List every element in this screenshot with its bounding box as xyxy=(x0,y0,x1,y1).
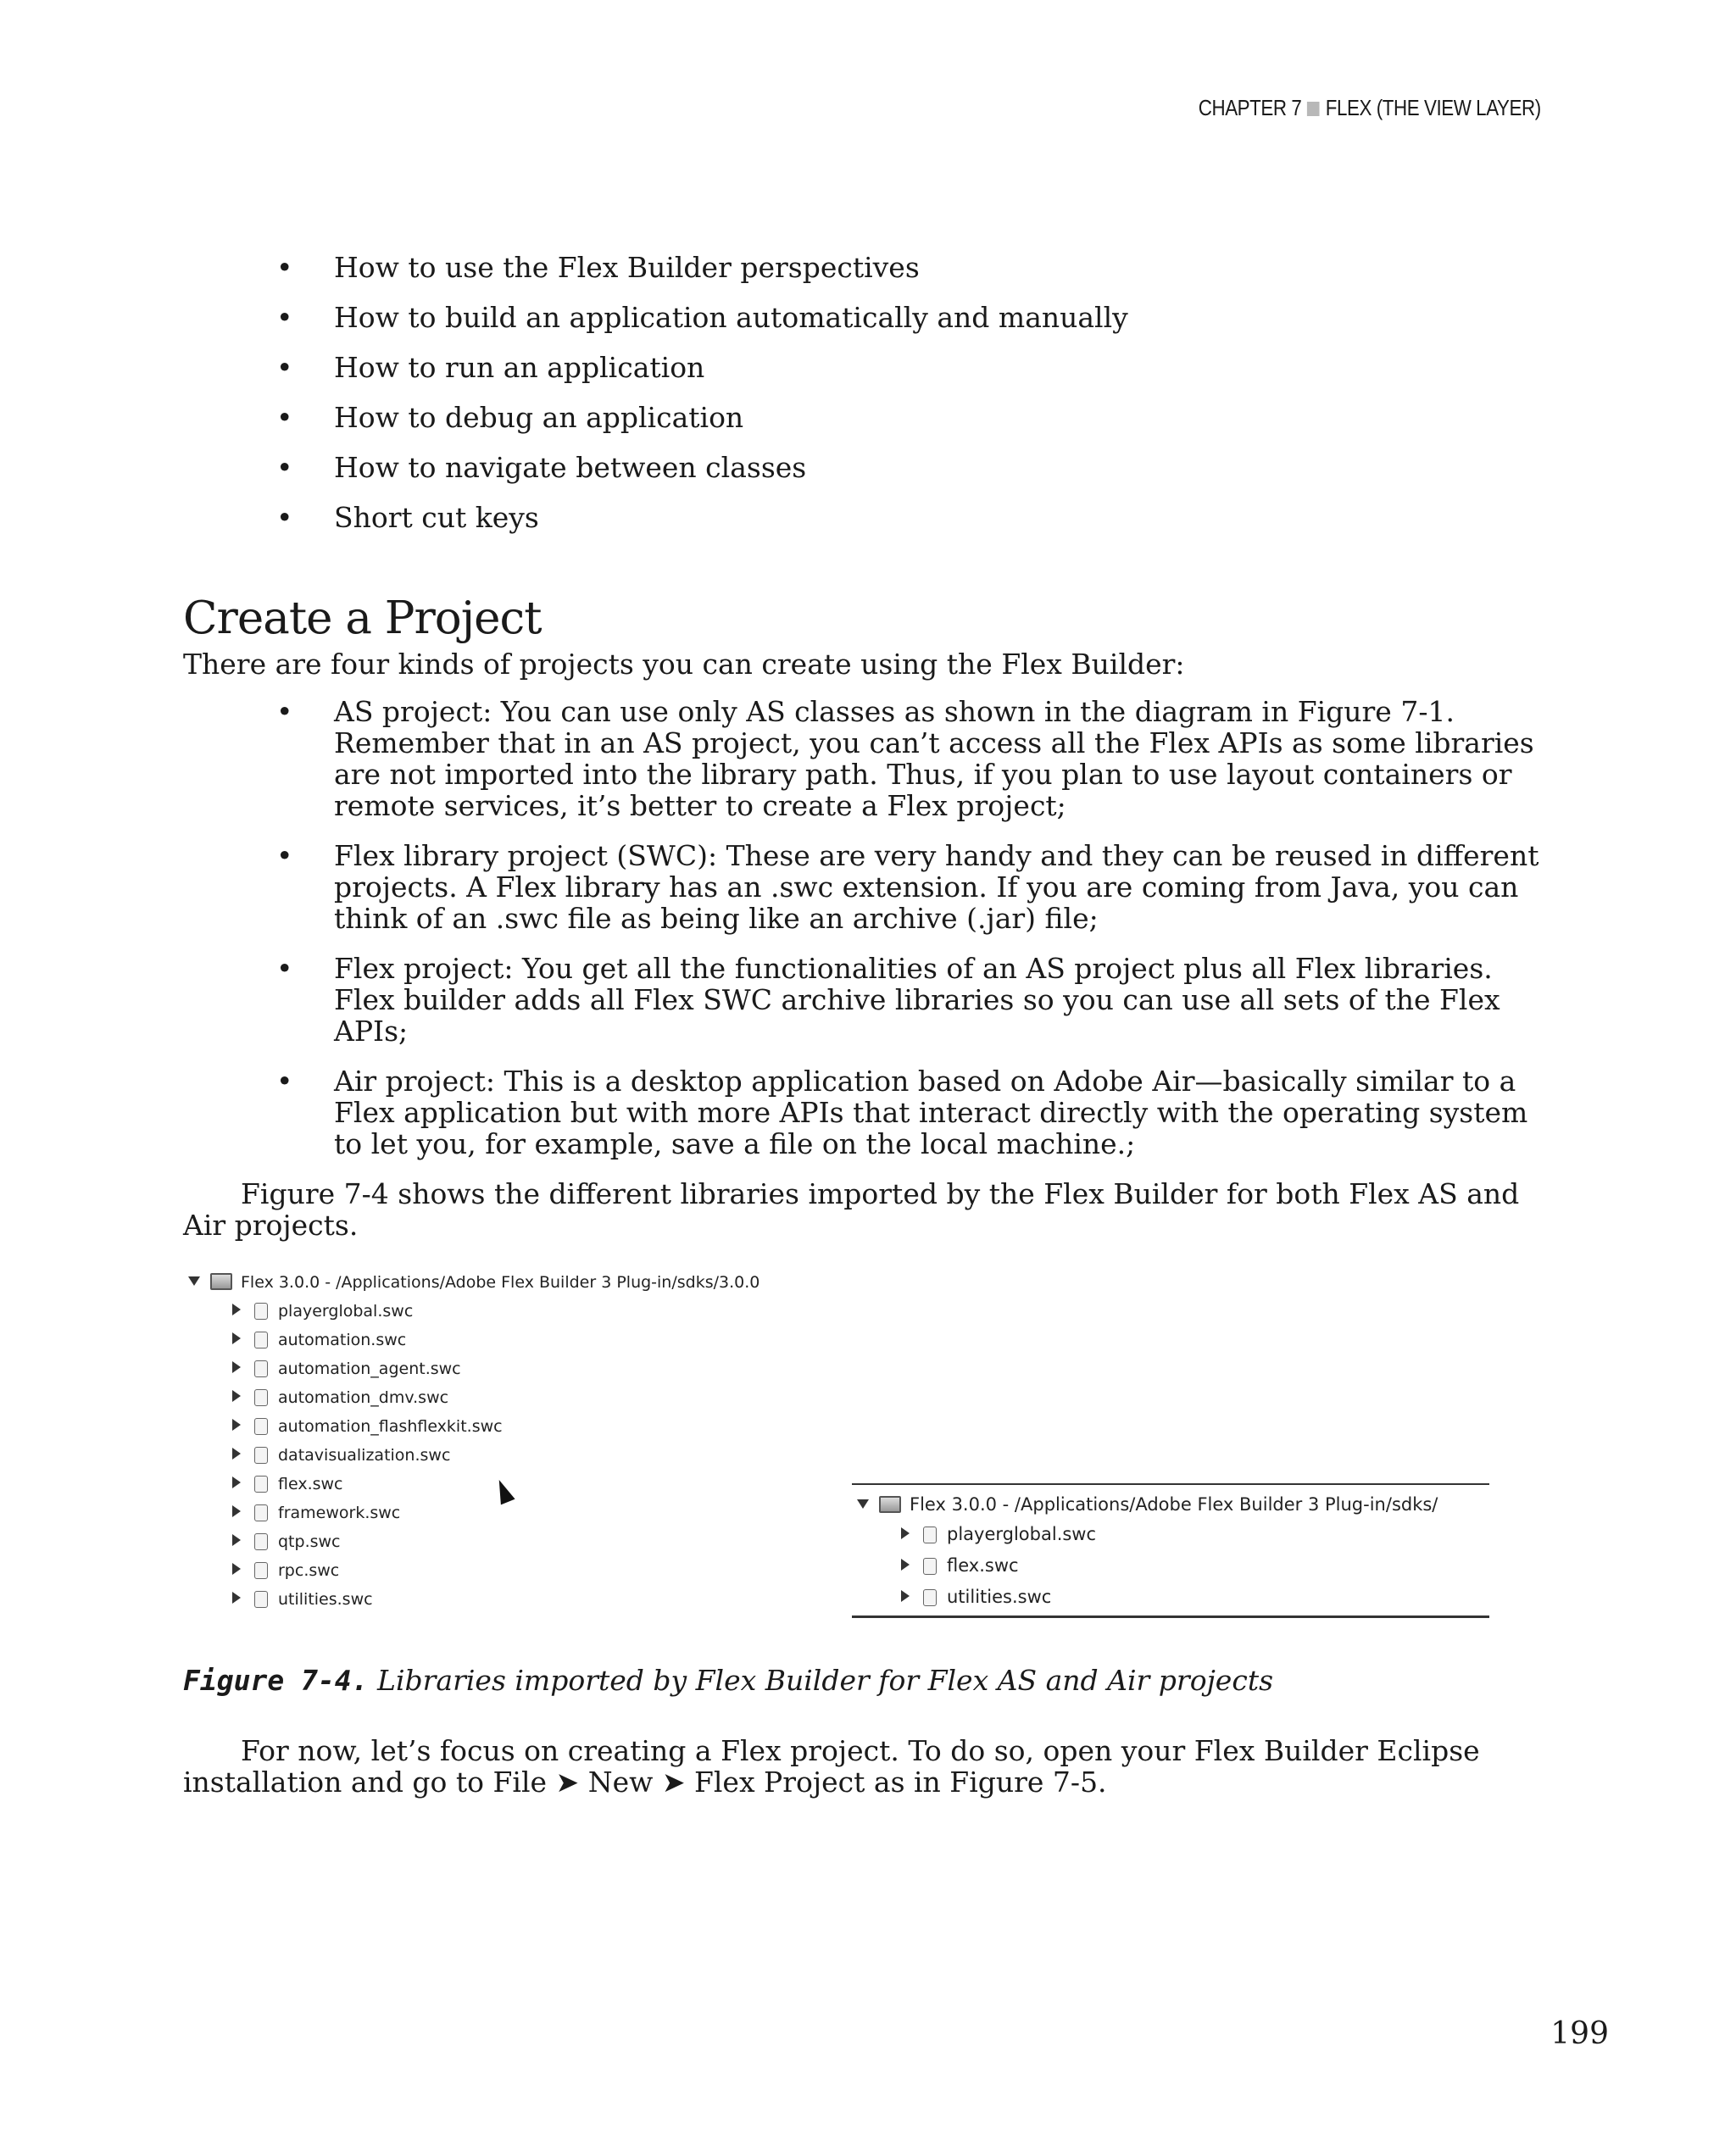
swc-file-icon xyxy=(254,1303,268,1320)
expand-down-icon[interactable] xyxy=(188,1276,200,1286)
list-item: • Air project: This is a desktop application based on Adobe Air—basically similar to a Flex application but with more APIs that interact directly with the operating system to let you, for example, save a file on the local machine.; xyxy=(276,1065,1528,1160)
bullet-icon: • xyxy=(276,695,293,728)
intro-bullet-list xyxy=(183,251,1539,551)
figure-label: Figure 7-4. xyxy=(183,1664,369,1697)
tree-item[interactable]: utilities.swc xyxy=(852,1582,1489,1613)
list-item: • AS project: You can use only AS classes as shown in the diagram in Figure 7-1. Remember that in an AS project, you can’t access all the Flex APIs as some libraries are not imported into the library path. Thus, if you plan to use layout containers or remote services, it’s better to create a Flex project; xyxy=(276,695,1534,822)
swc-file-icon xyxy=(254,1476,268,1493)
list-item: • How to run an application xyxy=(276,351,705,384)
tree-item[interactable]: rpc.swc xyxy=(188,1556,760,1585)
swc-file-icon xyxy=(254,1562,268,1579)
section-heading: Create a Project xyxy=(183,592,542,644)
tree-item[interactable]: automation_agent.swc xyxy=(188,1354,760,1383)
list-item: • Flex project: You get all the functionalities of an AS project plus all Flex libraries. Flex builder adds all Flex SWC archive libraries so you can use all sets of the Flex APIs; xyxy=(276,952,1500,1048)
bullet-icon: • xyxy=(276,839,293,872)
swc-file-icon xyxy=(254,1533,268,1550)
bullet-icon: • xyxy=(276,401,293,434)
tree-item[interactable]: automation_flashflexkit.swc xyxy=(188,1412,760,1441)
tree-item[interactable]: qtp.swc xyxy=(188,1527,760,1556)
list-item: • How to debug an application xyxy=(276,401,744,434)
bullet-icon: • xyxy=(276,351,293,384)
chapter-label: CHAPTER 7 xyxy=(1199,95,1302,120)
expand-right-icon[interactable] xyxy=(232,1419,241,1431)
library-icon xyxy=(210,1273,232,1290)
figure-intro-paragraph: Figure 7-4 shows the different libraries imported by the Flex Builder for both Flex AS and Air projects. xyxy=(183,1177,1520,1242)
tree-item[interactable]: playerglobal.swc xyxy=(188,1297,760,1326)
chapter-title: FLEX (THE VIEW LAYER) xyxy=(1326,95,1541,120)
page-number: 199 xyxy=(1550,2016,1609,2051)
expand-right-icon[interactable] xyxy=(901,1590,910,1602)
expand-right-icon[interactable] xyxy=(232,1563,241,1575)
bullet-icon: • xyxy=(276,1065,293,1098)
swc-file-icon xyxy=(923,1589,937,1606)
expand-down-icon[interactable] xyxy=(857,1499,869,1509)
expand-right-icon[interactable] xyxy=(232,1332,241,1344)
swc-file-icon xyxy=(254,1591,268,1608)
as-library-tree xyxy=(852,1483,1489,1618)
tree-item[interactable]: automation_dmv.swc xyxy=(188,1383,760,1412)
swc-file-icon xyxy=(923,1558,937,1575)
bullet-icon: • xyxy=(276,501,293,534)
expand-right-icon[interactable] xyxy=(901,1559,910,1571)
tree-item[interactable]: datavisualization.swc xyxy=(188,1441,760,1470)
expand-right-icon[interactable] xyxy=(901,1527,910,1539)
figure-caption xyxy=(183,1664,1273,1698)
tree-item[interactable]: playerglobal.swc xyxy=(852,1519,1489,1550)
expand-right-icon[interactable] xyxy=(232,1304,241,1315)
tree-item[interactable]: framework.swc xyxy=(188,1499,760,1527)
expand-right-icon[interactable] xyxy=(232,1534,241,1546)
closing-paragraph: For now, let’s focus on creating a Flex project. To do so, open your Flex Builder Eclipse installation and go to File ➤ New ➤ Flex Project as in Figure 7-5. xyxy=(183,1734,1480,1799)
expand-right-icon[interactable] xyxy=(232,1592,241,1604)
bullet-icon: • xyxy=(276,301,293,334)
list-item: • How to build an application automatically and manually xyxy=(276,301,1128,334)
tree-item[interactable]: flex.swc xyxy=(188,1470,760,1499)
tree-root[interactable]: Flex 3.0.0 - /Applications/Adobe Flex Builder 3 Plug-in/sdks/3.0.0 xyxy=(188,1268,760,1297)
expand-right-icon[interactable] xyxy=(232,1361,241,1373)
swc-file-icon xyxy=(254,1389,268,1406)
expand-right-icon[interactable] xyxy=(232,1476,241,1488)
separator-square-icon xyxy=(1308,102,1321,116)
list-item: • How to navigate between classes xyxy=(276,451,807,484)
list-item: • How to use the Flex Builder perspectives xyxy=(276,251,920,284)
flex-library-tree xyxy=(188,1268,760,1614)
running-header xyxy=(1199,95,1541,121)
list-item: • Short cut keys xyxy=(276,501,539,534)
figure-caption-text: Libraries imported by Flex Builder for Flex AS and Air projects xyxy=(377,1664,1274,1697)
tree-item[interactable]: utilities.swc xyxy=(188,1585,760,1614)
library-icon xyxy=(879,1496,901,1513)
swc-file-icon xyxy=(254,1332,268,1349)
expand-right-icon[interactable] xyxy=(232,1390,241,1402)
swc-file-icon xyxy=(254,1360,268,1377)
list-item: • Flex library project (SWC): These are very handy and they can be reused in different projects. A Flex library has an .swc extension. If you are coming from Java, you can think of an .swc file as being like an archive (.jar) file; xyxy=(276,839,1539,935)
section-lead: There are four kinds of projects you can create using the Flex Builder: xyxy=(183,648,1185,681)
expand-right-icon[interactable] xyxy=(232,1505,241,1517)
expand-right-icon[interactable] xyxy=(232,1448,241,1460)
tree-item[interactable]: automation.swc xyxy=(188,1326,760,1354)
bullet-icon: • xyxy=(276,952,293,985)
tree-root[interactable]: Flex 3.0.0 - /Applications/Adobe Flex Builder 3 Plug-in/sdks/ xyxy=(852,1490,1489,1519)
swc-file-icon xyxy=(254,1418,268,1435)
swc-file-icon xyxy=(254,1447,268,1464)
bullet-icon: • xyxy=(276,251,293,284)
swc-file-icon xyxy=(254,1504,268,1521)
project-kinds-list xyxy=(183,696,1539,1178)
bullet-icon: • xyxy=(276,451,293,484)
swc-file-icon xyxy=(923,1527,937,1543)
tree-item[interactable]: flex.swc xyxy=(852,1550,1489,1582)
